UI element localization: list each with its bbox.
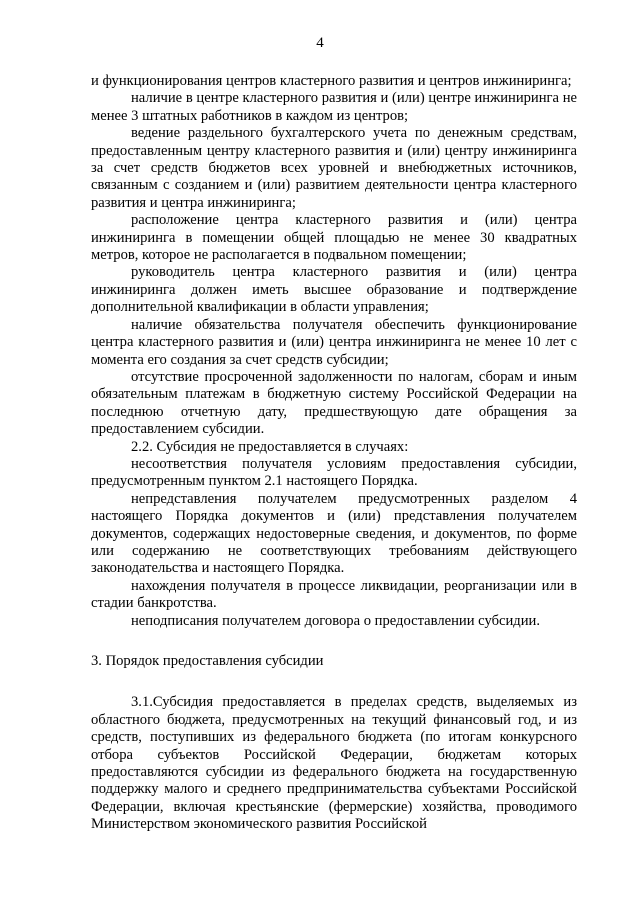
page-number: 4 xyxy=(316,35,324,51)
paragraph: ведение раздельного бухгалтерского учета по денежным средствам, предоставленным центру кластерного развития и (или) центру инжиниринга за счет средств бюджетов всех уровней и внебюджетных источников, связанным с созданием и (или) развитием деятельности центра кластерного развития и центра инжиниринга; xyxy=(91,125,577,211)
section-heading: 3. Порядок предоставления субсидии xyxy=(91,653,324,669)
paragraph: непредставления получателем предусмотренных разделом 4 настоящего Порядка документов и (или) представления получателем документов, содержащих недостоверные сведения, и документов, по форме или содержанию не соответствующих требованиям действующего законодательства и настоящего Порядка. xyxy=(91,490,577,577)
document-body xyxy=(91,73,577,834)
paragraph: и функционирования центров кластерного развития и центров инжиниринга; xyxy=(91,73,572,89)
paragraph: наличие обязательства получателя обеспечить функционирование центра кластерного развития и (или) центра инжиниринга не менее 10 лет с момента его создания за счет средств субсидии; xyxy=(91,316,577,368)
paragraph: неподписания получателем договора о предоставлении субсидии. xyxy=(131,612,540,629)
paragraph: 2.2. Субсидия не предоставляется в случаях: xyxy=(131,438,409,455)
paragraph: руководитель центра кластерного развития и (или) центра инжиниринга должен иметь высшее образование и подтверждение дополнительной квалификации в области управления; xyxy=(91,264,577,316)
paragraph: несоответствия получателя условиям предоставления субсидии, предусмотренным пунктом 2.1 настоящего Порядка. xyxy=(91,455,577,490)
paragraph: отсутствие просроченной задолженности по налогам, сборам и иным обязательным платежам в бюджетную систему Российской Федерации на последнюю отчетную дату, предшествующую дате обращения за предоставлением субсидии. xyxy=(91,368,577,438)
paragraph: расположение центра кластерного развития и (или) центра инжиниринга в помещении общей площадью не менее 30 квадратных метров, которое не располагается в подвальном помещении; xyxy=(91,212,577,264)
paragraph: 3.1.Субсидия предоставляется в пределах средств, выделяемых из областного бюджета, предусмотренных на текущий финансовый год, и из средств, поступивших из федерального бюджета (по итогам конкурсного отбора субъектов Российской Федерации, бюджетам которых предоставляются субсидии из федерального бюджета на государственную поддержку малого и среднего предпринимательства субъектами Российской Федерации, включая крестьянские (фермерские) хозяйства, проводимого Министерством экономического развития Российской xyxy=(91,694,577,833)
paragraph: нахождения получателя в процессе ликвидации, реорганизации или в стадии банкротства. xyxy=(91,577,577,612)
paragraph: наличие в центре кластерного развития и (или) центре инжиниринга не менее 3 штатных работников в каждом из центров; xyxy=(91,90,577,124)
